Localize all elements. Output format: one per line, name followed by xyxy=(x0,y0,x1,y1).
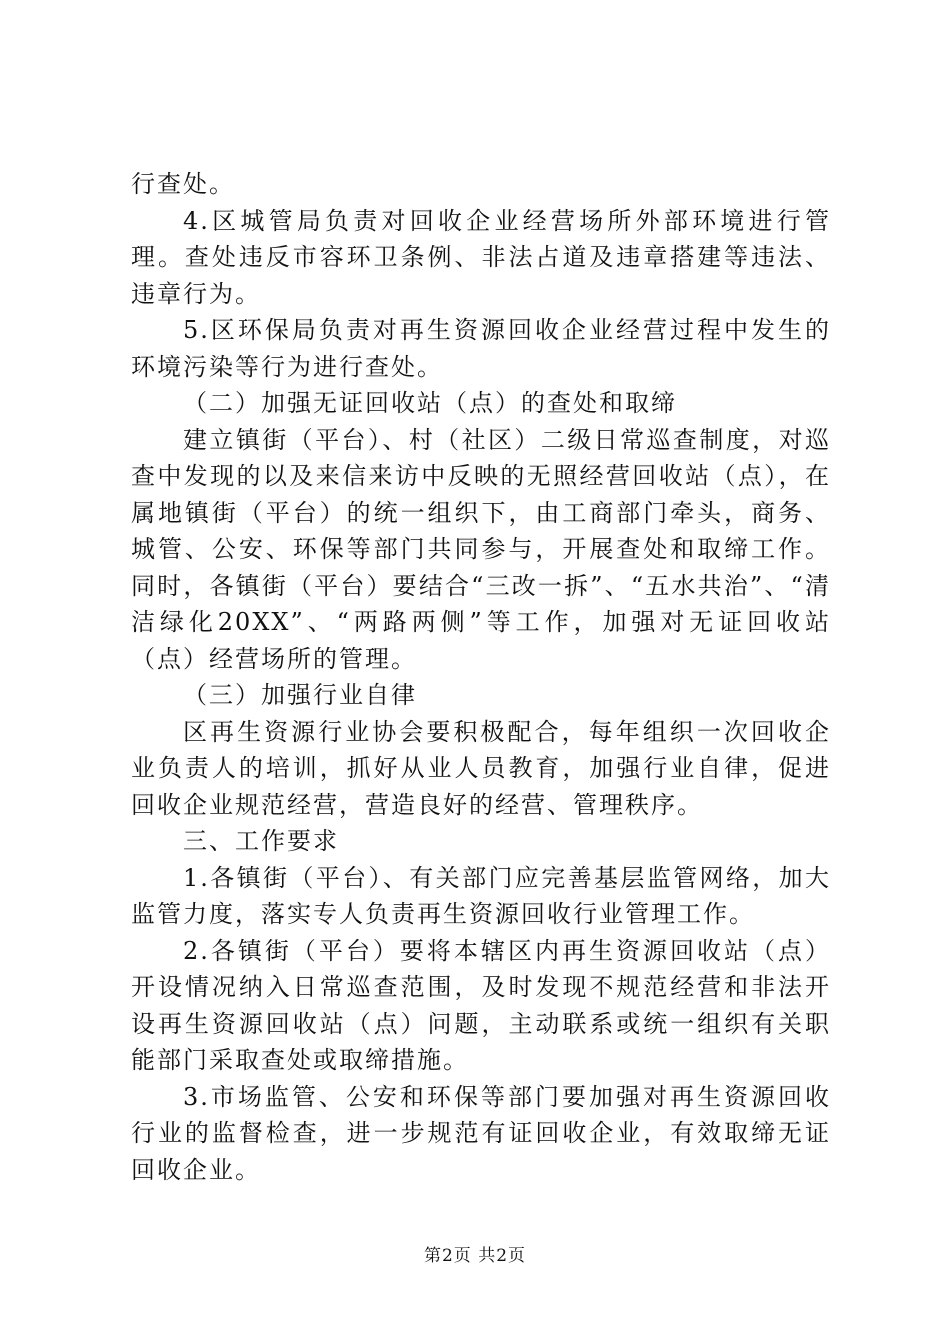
paragraph-continuation: 行查处。 xyxy=(131,170,235,198)
page-number-footer: 第2页 共2页 xyxy=(423,1246,527,1266)
paragraph-requirement-2: 2.各镇街（平台）要将本辖区内再生资源回收站（点）开设情况纳入日常巡查范围，及时发现不规范经营和非法开设再生资源回收站（点）问题，主动联系或统一组织有关职能部门采取查处或取缔措施。 xyxy=(131,936,831,1074)
section-heading-2: （二）加强无证回收站（点）的查处和取缔 xyxy=(183,389,677,417)
paragraph-requirement-3: 3.市场监管、公安和环保等部门要加强对再生资源回收行业的监督检查，进一步规范有证回收企业，有效取缔无证回收企业。 xyxy=(131,1082,831,1184)
paragraph-section-2-body: 建立镇街（平台）、村（社区）二级日常巡查制度，对巡查中发现的以及来信来访中反映的无照经营回收站（点），在属地镇街（平台）的统一组织下，由工商部门牵头，商务、城管、公安、环保等部门共同参与，开展查处和取缔工作。同时，各镇街（平台）要结合“三改一拆”、“五水共治”、“清洁绿化20XX”、“两路两侧”等工作，加强对无证回收站（点）经营场所的管理。 xyxy=(131,425,831,673)
document-body xyxy=(131,166,831,1188)
paragraph-item-4: 4.区城管局负责对回收企业经营场所外部环境进行管理。查处违反市容环卫条例、非法占道及违章搭建等违法、违章行为。 xyxy=(131,206,831,308)
paragraph-section-3-body: 区再生资源行业协会要积极配合，每年组织一次回收企业负责人的培训，抓好从业人员教育，加强行业自律，促进回收企业规范经营，营造良好的经营、管理秩序。 xyxy=(131,717,831,819)
section-heading-work-requirements: 三、工作要求 xyxy=(183,827,339,855)
paragraph-requirement-1: 1.各镇街（平台）、有关部门应完善基层监管网络，加大监管力度，落实专人负责再生资源回收行业管理工作。 xyxy=(131,863,831,928)
section-heading-3: （三）加强行业自律 xyxy=(183,681,417,709)
paragraph-item-5: 5.区环保局负责对再生资源回收企业经营过程中发生的环境污染等行为进行查处。 xyxy=(131,316,831,381)
